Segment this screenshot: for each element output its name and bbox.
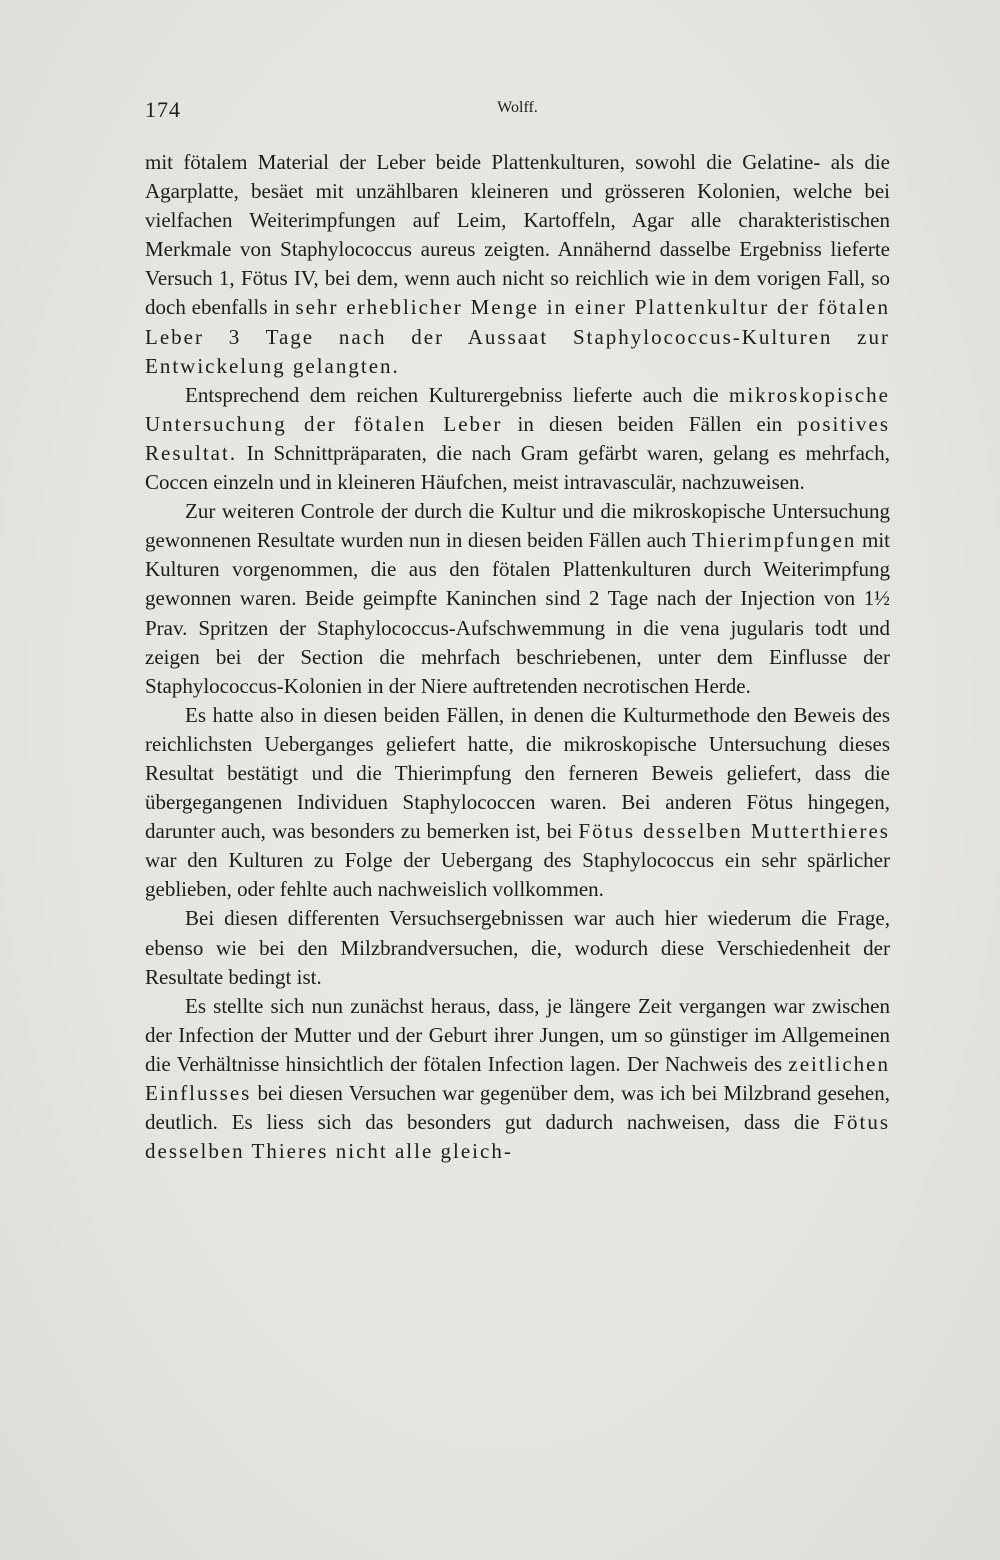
text-run: Es stellte sich nun zunächst heraus, dass, je längere Zeit vergangen war zwischen der Infection der Mutter und der Geburt ihrer Jungen, um so günstiger im Allgemeinen die Verhältnisse hinsichtlich der fötalen Infection lagen. Der Nachweis des [145,993,890,1076]
text-run: Es hatte also in diesen beiden Fällen, in denen die Kulturmethode den Beweis des reichlichsten Ueberganges geliefert hatte, die mikroskopische Untersuchung dieses Resultat bestätigt und die Thierimpfung den ferneren Beweis geliefert, dass die übergegangenen Individuen Staphylococcen waren. Bei anderen Fötus hingegen, darunter auch, was besonders zu bemerken ist, bei [145,702,890,844]
emphasized-text: positives Resultat. [145,411,891,465]
paragraph-1 [145,148,890,381]
text-run: Entsprechend dem reichen Kulturergebniss lieferte auch die [185,382,730,407]
text-run: war den Kulturen zu Folge der Uebergang des Staphylococcus ein sehr spärlicher geblieben, oder fehlte auch nachweislich vollkommen. [145,848,890,902]
paragraph-2 [145,381,890,497]
text-run: In Schnittpräparaten, die nach Gram gefärbt waren, gelang es mehrfach, Coccen einzeln und in kleineren Häufchen, meist intravasculär, nachzuweisen. [145,440,890,495]
emphasized-text: sehr erheblicher Menge in einer Plattenkultur der fötalen Leber 3 Tage nach der Aussaat Staphylococcus-Kulturen zur Entwickelung gelangten. [145,295,891,378]
paragraph-5 [145,904,890,991]
running-head [145,97,890,127]
page-number: 174 [145,97,181,122]
text-run: bei diesen Versuchen war gegenüber dem, was ich bei Milzbrand gesehen, deutlich. Es liess sich das besonders gut dadurch nachweisen, dass die [145,1081,890,1135]
text-run: in diesen beiden Fällen ein [502,411,798,436]
text-run: Bei diesen differenten Versuchsergebnissen war auch hier wiederum die Frage, ebenso wie bei den Milzbrandversuchen, die, wodurch diese Verschiedenheit der Resultate bedingt ist. [145,906,890,989]
paragraph-6 [145,992,890,1167]
emphasized-text: Fötus desselben Thieres nicht alle gleich- [145,1110,890,1164]
emphasized-text: Thierimpfungen [691,528,857,553]
paragraph-4 [145,701,890,905]
text-run: mit Kulturen vorgenommen, die aus den fötalen Plattenkulturen durch Weiterimpfung gewonnen waren. Beide geimpfte Kaninchen sind 2 Tage nach der Injection von 1½ Prav. Spritzen der Staphylococcus-Aufschwemmung in die vena jugularis todt und zeigen bei der Section die mehrfach beschriebenen, unter dem Einflusse der Staphylococcus-Kolonien in der Niere auftretenden necrotischen Herde. [145,528,890,698]
emphasized-text: Fötus desselben Mutterthieres [578,819,890,844]
text-run: Zur weiteren Controle der durch die Kultur und die mikroskopische Untersuchung gewonnenen Resultate wurden nun in diesen beiden Fällen auch [145,499,890,553]
body-text [145,148,890,1166]
emphasized-text: zeitlichen Einflusses [145,1051,890,1105]
paragraph-3 [145,497,890,701]
running-title: Wolff. [497,99,538,116]
text-run: mit fötalem Material der Leber beide Plattenkulturen, sowohl die Gelatine- als die Agarplatte, besäet mit unzählbaren kleineren und grösseren Kolonien, welche bei vielfachen Weiterimpfungen auf Leim, Kartoffeln, Agar alle charakteristischen Merkmale von Staphylococcus aureus zeigten. Annähernd dasselbe Ergebniss lieferte Versuch 1, Fötus IV, bei dem, wenn auch nicht so reichlich wie in dem vorigen Fall, so doch ebenfalls in [145,150,890,320]
emphasized-text: mikroskopische Untersuchung der fötalen Leber [145,382,890,436]
